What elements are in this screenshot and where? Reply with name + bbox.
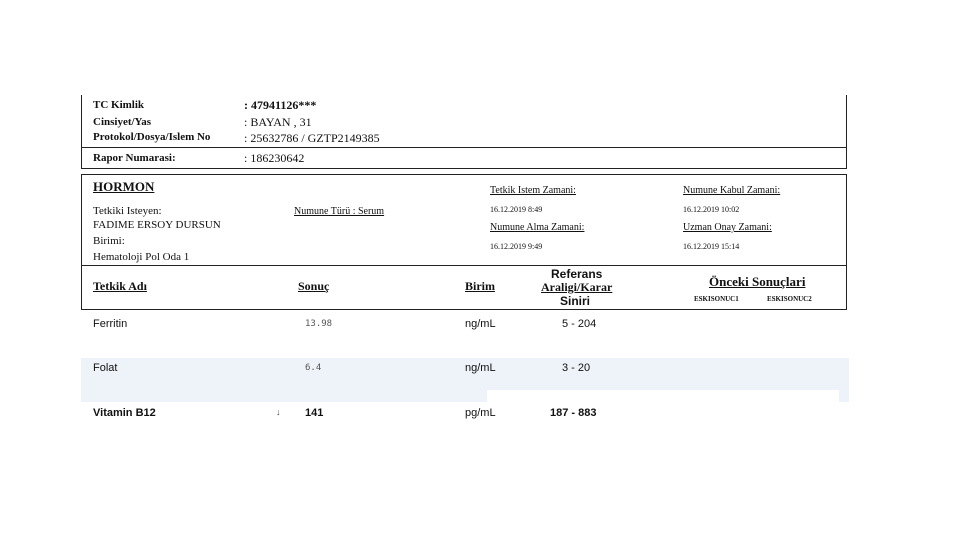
test-unit: ng/mL xyxy=(465,362,496,374)
patient-divider xyxy=(82,147,846,148)
tc-value: : 47941126*** xyxy=(244,98,317,112)
column-result: Sonuç xyxy=(298,279,330,293)
sample-take-label: Numune Alma Zamani: xyxy=(490,222,585,233)
test-unit: pg/mL xyxy=(465,407,496,419)
unit-label: Birimi: xyxy=(93,235,125,247)
section-title: HORMON xyxy=(93,179,155,194)
protocol-value: : 25632786 / GZTP2149385 xyxy=(244,131,380,145)
low-flag-arrow-icon: ↓ xyxy=(276,407,281,417)
report-number-label: Rapor Numarasi: xyxy=(93,152,176,164)
unit-value: Hematoloji Pol Oda 1 xyxy=(93,251,190,263)
sample-accept-value: 16.12.2019 10:02 xyxy=(683,205,740,214)
requester-label: Tetkiki Isteyen: xyxy=(93,205,162,217)
sample-accept-label: Numune Kabul Zamani: xyxy=(683,185,781,196)
requester-name: FADIME ERSOY DURSUN xyxy=(93,219,221,231)
column-reference-line3: Siniri xyxy=(560,294,591,308)
request-time-value: 16.12.2019 8:49 xyxy=(490,205,543,214)
sample-take-value: 16.12.2019 9:49 xyxy=(490,242,543,251)
test-range: 187 - 883 xyxy=(550,407,597,419)
test-unit: ng/mL xyxy=(465,318,496,330)
test-value: 6.4 xyxy=(305,363,322,373)
column-prev-1: ESKISONUC1 xyxy=(694,295,739,303)
column-reference-line1: Referans xyxy=(551,267,603,281)
sample-type: Numune Türü : Serum xyxy=(294,206,385,217)
test-value: 13.98 xyxy=(305,319,333,329)
column-unit: Birim xyxy=(465,279,495,293)
request-time-label: Tetkik Istem Zamani: xyxy=(490,185,576,196)
column-header-divider xyxy=(82,265,846,266)
column-prev-2: ESKISONUC2 xyxy=(767,295,812,303)
column-previous: Önceki Sonuçlari xyxy=(709,274,806,289)
test-range: 3 - 20 xyxy=(562,362,591,374)
protocol-label: Protokol/Dosya/Islem No xyxy=(93,131,211,143)
gender-age-label: Cinsiyet/Yas xyxy=(93,116,152,128)
gender-age-value: : BAYAN , 31 xyxy=(244,115,312,129)
test-value: 141 xyxy=(305,407,324,419)
column-test-name: Tetkik Adı xyxy=(93,279,147,293)
tc-label: TC Kimlik xyxy=(93,99,145,111)
test-range: 5 - 204 xyxy=(562,318,597,330)
approve-label: Uzman Onay Zamani: xyxy=(683,222,772,233)
report-number-value: : 186230642 xyxy=(244,151,305,165)
mask-area xyxy=(487,390,839,408)
test-name: Ferritin xyxy=(93,318,128,330)
test-name: Folat xyxy=(93,362,118,374)
approve-value: 16.12.2019 15:14 xyxy=(683,242,740,251)
column-reference-line2: Araligi/Karar xyxy=(541,280,613,294)
test-name: Vitamin B12 xyxy=(93,407,156,419)
